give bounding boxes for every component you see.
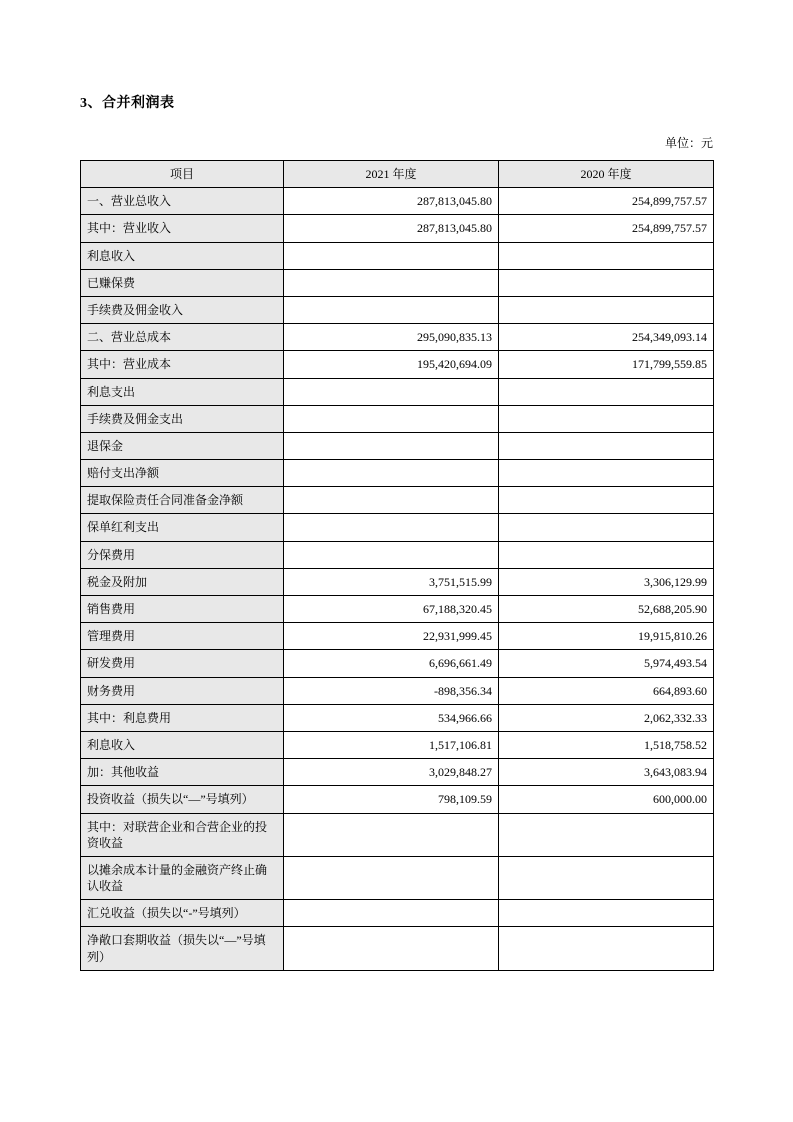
table-row bbox=[81, 460, 714, 487]
income-statement-table bbox=[80, 160, 714, 971]
cell-year-2021: 3,029,848.27 bbox=[284, 759, 499, 786]
cell-year-2020 bbox=[499, 460, 714, 487]
cell-year-2021 bbox=[284, 927, 499, 970]
table-row bbox=[81, 269, 714, 296]
cell-year-2020 bbox=[499, 378, 714, 405]
cell-year-2020: 3,643,083.94 bbox=[499, 759, 714, 786]
table-row bbox=[81, 650, 714, 677]
cell-year-2020: 19,915,810.26 bbox=[499, 623, 714, 650]
row-label: 其中：营业成本 bbox=[81, 351, 284, 378]
table-row bbox=[81, 215, 714, 242]
cell-year-2020 bbox=[499, 242, 714, 269]
table-body bbox=[81, 188, 714, 971]
table-row bbox=[81, 324, 714, 351]
table-row bbox=[81, 759, 714, 786]
cell-year-2021 bbox=[284, 541, 499, 568]
table-row bbox=[81, 568, 714, 595]
cell-year-2021 bbox=[284, 269, 499, 296]
cell-year-2021: 195,420,694.09 bbox=[284, 351, 499, 378]
cell-year-2021: 6,696,661.49 bbox=[284, 650, 499, 677]
cell-year-2020: 1,518,758.52 bbox=[499, 731, 714, 758]
row-label: 退保金 bbox=[81, 432, 284, 459]
cell-year-2021 bbox=[284, 813, 499, 856]
page-title: 3、合并利润表 bbox=[80, 96, 175, 111]
table-row bbox=[81, 623, 714, 650]
table-header bbox=[81, 161, 714, 188]
cell-year-2021 bbox=[284, 514, 499, 541]
cell-year-2021: 287,813,045.80 bbox=[284, 215, 499, 242]
cell-year-2021 bbox=[284, 432, 499, 459]
cell-year-2021 bbox=[284, 487, 499, 514]
cell-year-2020 bbox=[499, 487, 714, 514]
cell-year-2020 bbox=[499, 900, 714, 927]
row-label: 以摊余成本计量的金融资产终止确认收益 bbox=[81, 856, 284, 899]
cell-year-2020 bbox=[499, 296, 714, 323]
row-label: 利息支出 bbox=[81, 378, 284, 405]
cell-year-2021 bbox=[284, 856, 499, 899]
row-label: 加：其他收益 bbox=[81, 759, 284, 786]
table-row bbox=[81, 487, 714, 514]
row-label: 手续费及佣金支出 bbox=[81, 405, 284, 432]
table-row bbox=[81, 405, 714, 432]
table-row bbox=[81, 242, 714, 269]
cell-year-2020: 600,000.00 bbox=[499, 786, 714, 813]
table-row bbox=[81, 514, 714, 541]
cell-year-2020 bbox=[499, 927, 714, 970]
cell-year-2021: 295,090,835.13 bbox=[284, 324, 499, 351]
cell-year-2021 bbox=[284, 405, 499, 432]
table-row bbox=[81, 296, 714, 323]
cell-year-2020: 664,893.60 bbox=[499, 677, 714, 704]
row-label: 分保费用 bbox=[81, 541, 284, 568]
cell-year-2021 bbox=[284, 900, 499, 927]
row-label: 一、营业总收入 bbox=[81, 188, 284, 215]
table-row bbox=[81, 188, 714, 215]
table-row bbox=[81, 900, 714, 927]
table-row bbox=[81, 432, 714, 459]
cell-year-2021: -898,356.34 bbox=[284, 677, 499, 704]
row-label: 财务费用 bbox=[81, 677, 284, 704]
column-header-item: 项目 bbox=[81, 161, 284, 188]
cell-year-2020: 171,799,559.85 bbox=[499, 351, 714, 378]
cell-year-2020 bbox=[499, 514, 714, 541]
row-label: 利息收入 bbox=[81, 731, 284, 758]
row-label: 净敞口套期收益（损失以“—”号填列） bbox=[81, 927, 284, 970]
cell-year-2021 bbox=[284, 296, 499, 323]
row-label: 汇兑收益（损失以“-”号填列） bbox=[81, 900, 284, 927]
row-label: 手续费及佣金收入 bbox=[81, 296, 284, 323]
table-row bbox=[81, 596, 714, 623]
cell-year-2020: 254,899,757.57 bbox=[499, 215, 714, 242]
row-label: 管理费用 bbox=[81, 623, 284, 650]
cell-year-2020 bbox=[499, 269, 714, 296]
cell-year-2020 bbox=[499, 541, 714, 568]
table-row bbox=[81, 856, 714, 899]
cell-year-2020: 52,688,205.90 bbox=[499, 596, 714, 623]
row-label: 投资收益（损失以“—”号填列） bbox=[81, 786, 284, 813]
cell-year-2020 bbox=[499, 856, 714, 899]
table-row bbox=[81, 927, 714, 970]
row-label: 赔付支出净额 bbox=[81, 460, 284, 487]
table-row bbox=[81, 731, 714, 758]
column-header-year-2021: 2021 年度 bbox=[284, 161, 499, 188]
row-label: 其中：利息费用 bbox=[81, 704, 284, 731]
row-label: 二、营业总成本 bbox=[81, 324, 284, 351]
cell-year-2020: 5,974,493.54 bbox=[499, 650, 714, 677]
unit-label: 单位：元 bbox=[664, 136, 713, 150]
row-label: 提取保险责任合同准备金净额 bbox=[81, 487, 284, 514]
cell-year-2021 bbox=[284, 378, 499, 405]
cell-year-2021: 22,931,999.45 bbox=[284, 623, 499, 650]
row-label: 其中：营业收入 bbox=[81, 215, 284, 242]
row-label: 研发费用 bbox=[81, 650, 284, 677]
row-label: 利息收入 bbox=[81, 242, 284, 269]
cell-year-2021: 3,751,515.99 bbox=[284, 568, 499, 595]
table-header-row bbox=[81, 161, 714, 188]
row-label: 其中：对联营企业和合营企业的投资收益 bbox=[81, 813, 284, 856]
cell-year-2021: 67,188,320.45 bbox=[284, 596, 499, 623]
cell-year-2021: 534,966.66 bbox=[284, 704, 499, 731]
cell-year-2020: 3,306,129.99 bbox=[499, 568, 714, 595]
cell-year-2020 bbox=[499, 432, 714, 459]
row-label: 保单红利支出 bbox=[81, 514, 284, 541]
cell-year-2020 bbox=[499, 405, 714, 432]
cell-year-2021 bbox=[284, 242, 499, 269]
row-label: 税金及附加 bbox=[81, 568, 284, 595]
cell-year-2021: 287,813,045.80 bbox=[284, 188, 499, 215]
table-row bbox=[81, 541, 714, 568]
cell-year-2020: 2,062,332.33 bbox=[499, 704, 714, 731]
table-row bbox=[81, 786, 714, 813]
table-row bbox=[81, 704, 714, 731]
cell-year-2020 bbox=[499, 813, 714, 856]
cell-year-2021: 1,517,106.81 bbox=[284, 731, 499, 758]
row-label: 已赚保费 bbox=[81, 269, 284, 296]
table-row bbox=[81, 351, 714, 378]
cell-year-2021: 798,109.59 bbox=[284, 786, 499, 813]
cell-year-2021 bbox=[284, 460, 499, 487]
table-row bbox=[81, 813, 714, 856]
row-label: 销售费用 bbox=[81, 596, 284, 623]
table-row bbox=[81, 378, 714, 405]
column-header-year-2020: 2020 年度 bbox=[499, 161, 714, 188]
cell-year-2020: 254,349,093.14 bbox=[499, 324, 714, 351]
table-row bbox=[81, 677, 714, 704]
cell-year-2020: 254,899,757.57 bbox=[499, 188, 714, 215]
